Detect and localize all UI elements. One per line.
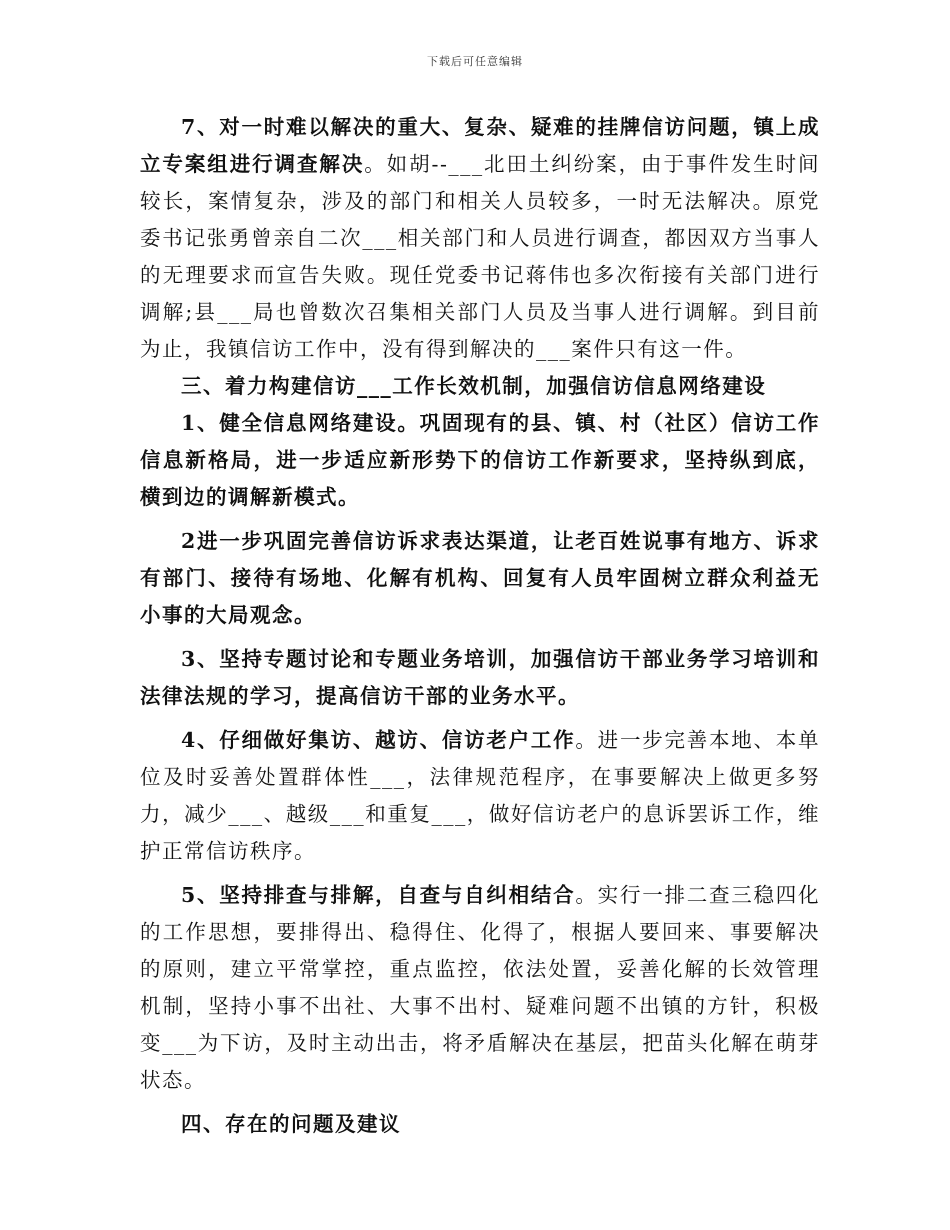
paragraph-7 — [140, 109, 820, 368]
paragraph-3-5-bold: 5、坚持排查与排解，自查与自纠相结合 — [181, 883, 576, 907]
section-4-heading-text: 四、存在的问题及建议 — [181, 1112, 401, 1136]
paragraph-3-5-text: 。实行一排二查三稳四化的工作思想，要排得出、稳得住、化得了，根据人要回来、事要解决的原则，建立平常掌控，重点监控，依法处置，妥善化解的长效管理机制，坚持小事不出社、大事不出村、疑难问题不出镇的方针，积极变___为下访，及时主动出击，将矛盾解决在基层，把苗头化解在萌芽状态。 — [140, 883, 821, 1092]
paragraph-7-text: 。如胡--___北田土纠纷案，由于事件发生时间较长，案情复杂，涉及的部门和相关人员较多，一时无法解决。原党委书记张勇曾亲自二次___相关部门和人员进行调查，都因双方当事人的无理要求而宣告失败。现任党委书记蒋伟也多次衔接有关部门进行调解;县___局也曾数次召集相关部门人员及当事人进行调解。到目前为止，我镇信访工作中，没有得到解决的___案件只有这一件。 — [140, 152, 820, 361]
section-3-heading-text: 三、着力构建信访___工作长效机制，加强信访信息网络建设 — [181, 374, 767, 398]
paragraph-3-3-bold: 3、坚持专题讨论和专题业务培训，加强信访干部业务学习培训和法律法规的学习，提高信访干部的业务水平。 — [140, 647, 820, 708]
paragraph-3-2 — [140, 523, 820, 634]
section-3-heading — [140, 368, 820, 405]
paragraph-3-1 — [140, 405, 820, 516]
paragraph-3-4-text: 。进一步完善本地、本单位及时妥善处置群体性___，法律规范程序，在事要解决上做更多努力，减少___、越级___和重复___，做好信访老户的息诉罢诉工作，维护正常信访秩序。 — [140, 728, 821, 863]
paragraph-3-5 — [140, 877, 820, 1099]
paragraph-7-bold: 7、对一时难以解决的重大、复杂、疑难的挂牌信访问题，镇上成立专案组进行调查解决 — [140, 115, 820, 176]
paragraph-3-3 — [140, 641, 820, 715]
page-header: 下载后可任意编辑 — [427, 55, 523, 68]
paragraph-3-4-bold: 4、仔细做好集访、越访、信访老户工作 — [181, 728, 576, 752]
paragraph-3-1-bold: 1、健全信息网络建设。巩固现有的县、镇、村（社区）信访工作信息新格局，进一步适应新形势下的信访工作新要求，坚持纵到底，横到边的调解新模式。 — [140, 411, 820, 509]
section-4-heading — [140, 1106, 820, 1143]
document-body — [140, 109, 820, 1143]
paragraph-3-4 — [140, 722, 820, 870]
paragraph-3-2-bold: 2进一步巩固完善信访诉求表达渠道，让老百姓说事有地方、诉求有部门、接待有场地、化解有机构、回复有人员牢固树立群众利益无小事的大局观念。 — [140, 529, 820, 627]
